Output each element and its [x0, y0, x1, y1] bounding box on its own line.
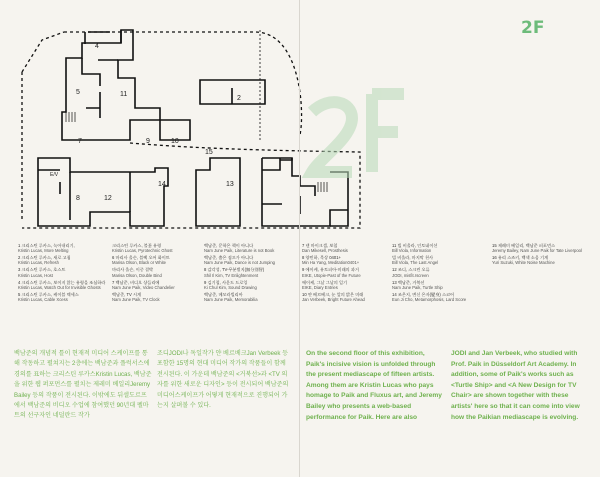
room-label-4: 4	[95, 43, 99, 50]
legend-column-4: 7 댄 마이크셀, 보철 Dan Mikesell, Prosthesis 8 양민하, 묵상 0401+ Min Ha Yang, Meditation0401+ 9 에이케, 유토피아-미래의 과거 EIKE, Utopie-Past of the Future 에이케, 그날 그날의 일기 EIKE, Diary Entries 10 얀 베르베크, 눈 앞의 밝은 미래 Jan Verbeek, Bright Future Ahead	[302, 243, 365, 303]
legend-column-1: 1 크리스틴 루카스, 녹아내리기, Kristin Lucas, More Melting 2 크리스틴 루카스, 새로 고침 Kristin Lucas, Refresh 3 크리스틴 루카스, 호스트 Kristin Lucas, Host 4 크리스틴 루카스, 보이지 않는 유령을 조심하라 Kristin Lucas, Watch Out for Invisible Ghosts 5 크리스틴 루카스, 케이블 엑세스 Kristin Lucas, Cable Xcess	[18, 243, 106, 303]
korean-paragraph-1: 백남준의 개념적 틀이 현재적 미디어 스케이프를 통해 작동하고 펼쳐지는 2층에는 백남준과 플럭서스에 경의를 표하는 크리스틴 루카스Kristin Lucas, 백남준을 위한 웹 퍼포먼스를 펼치는 제레미 베일리Jeremy Bailey 등의 작품이 전시된다. 이밖에도 뒤셀도르프에서 백남준의 비디오 수업에 참여했던 90년대 펠마트의 선구자인 네덜란드 작가	[14, 350, 152, 420]
room-label-14: 14	[158, 181, 166, 188]
english-paragraph-1: On the second floor of this exhibition, Paik's incisive vision is unfolded through the present mediascape of fifteen artists. Among them are Kristin Lucas who pays homage to Paik and Fluxus art, and Jeremy Bailey who presents a web-based performance for Paik. Here are also	[306, 350, 442, 421]
legend-column-3: 백남준, 문학은 책이 아니다 Nam June Paik, Literature is not Book 백남준, 춤은 점프가 아니다 Nam June Paik, Dance is not Jumping 8 감각성, TV-무분별지(無分別智) Shil Il Kim, TV Enlightenment 9 김기철, 사운드 드로잉 Ki Chul Kim, Sound Drawing 백남준, 메모라빌리아 Nam June Paik, Memorabilia	[204, 243, 275, 303]
room-label-8: 8	[76, 195, 80, 202]
room-label-13: 13	[226, 181, 234, 188]
room-label-11: 11	[120, 91, 128, 98]
room-label-12: 12	[104, 195, 112, 202]
room-label-5: 5	[76, 89, 80, 96]
legend-column-6: 15 제레미 베일리, 백남준 퍼포먼스 Jeremy Bailey, Nam June Paik for Tate Liverpool 16 유리 스즈키, 백색 소음 기계 Yuri Suzuki, White Noise Machine	[492, 243, 582, 266]
legend-column-5: 11 빌 비올라, 인토네이션 Bill Viola, Information 빌 비올라, 마지막 천사 Bill Viola, The Last Angel 12 조디, 스크린 오류 JODI, misfit.rscreen 13 백남준, 거북선 Nam June Paik, Turtle Ship 14 조은지, 변신 은자(變身) 스코어 Eun Ji Cho, Metamorphosis, Lard Score	[392, 243, 467, 303]
room-label-10: 10	[171, 138, 179, 145]
english-paragraph-2: JODI and Jan Verbeek, who studied with Prof. Paik in Düsseldorf Art Academy. In addition, some of Paik's works such as <Turtle Ship> and <A New Design for TV Chair> are shown together with these artists' here so that it can come into view how the Paikian mediascape is evolving.	[451, 350, 580, 421]
elevator-label: E/V	[50, 172, 59, 178]
room-label-2: 2	[237, 95, 241, 102]
room-label-15: 15	[205, 149, 213, 156]
page-fold	[299, 0, 300, 477]
floor-number: 2F	[521, 18, 545, 38]
room-label-9: 9	[146, 138, 150, 145]
legend-column-2: 크리스틴 루카스, 불꽃 유령 Kristin Lucas, Pyrotechnic Ghost 6 마리사 올슨, 블랙 오어 화이트 Marisa Olson, Black or White 마리사 올슨, 이중 결박 Marisa Olson, Double Bind 7 백남준, 비디오 샹들리에 Nam June Paik, Video Chandelier 백남준, TV 시계 Nam June Paik, TV Clock	[112, 243, 175, 303]
room-label-7: 7	[78, 138, 82, 145]
korean-paragraph-2: 조디JODI나 독일작가 얀 베르베크Jan Verbeek 등 포함한 15명의 현대 미디어 작가의 작품들이 함께 전시된다. 이 가운데 백남준의 <거북선>과 <TV 의자를 위한 새로운 디자인> 등이 전시되어 백남준의 미디어스케이프가 어떻게 현재적으로 진행되어 가는지 살펴볼 수 있다.	[157, 350, 289, 410]
